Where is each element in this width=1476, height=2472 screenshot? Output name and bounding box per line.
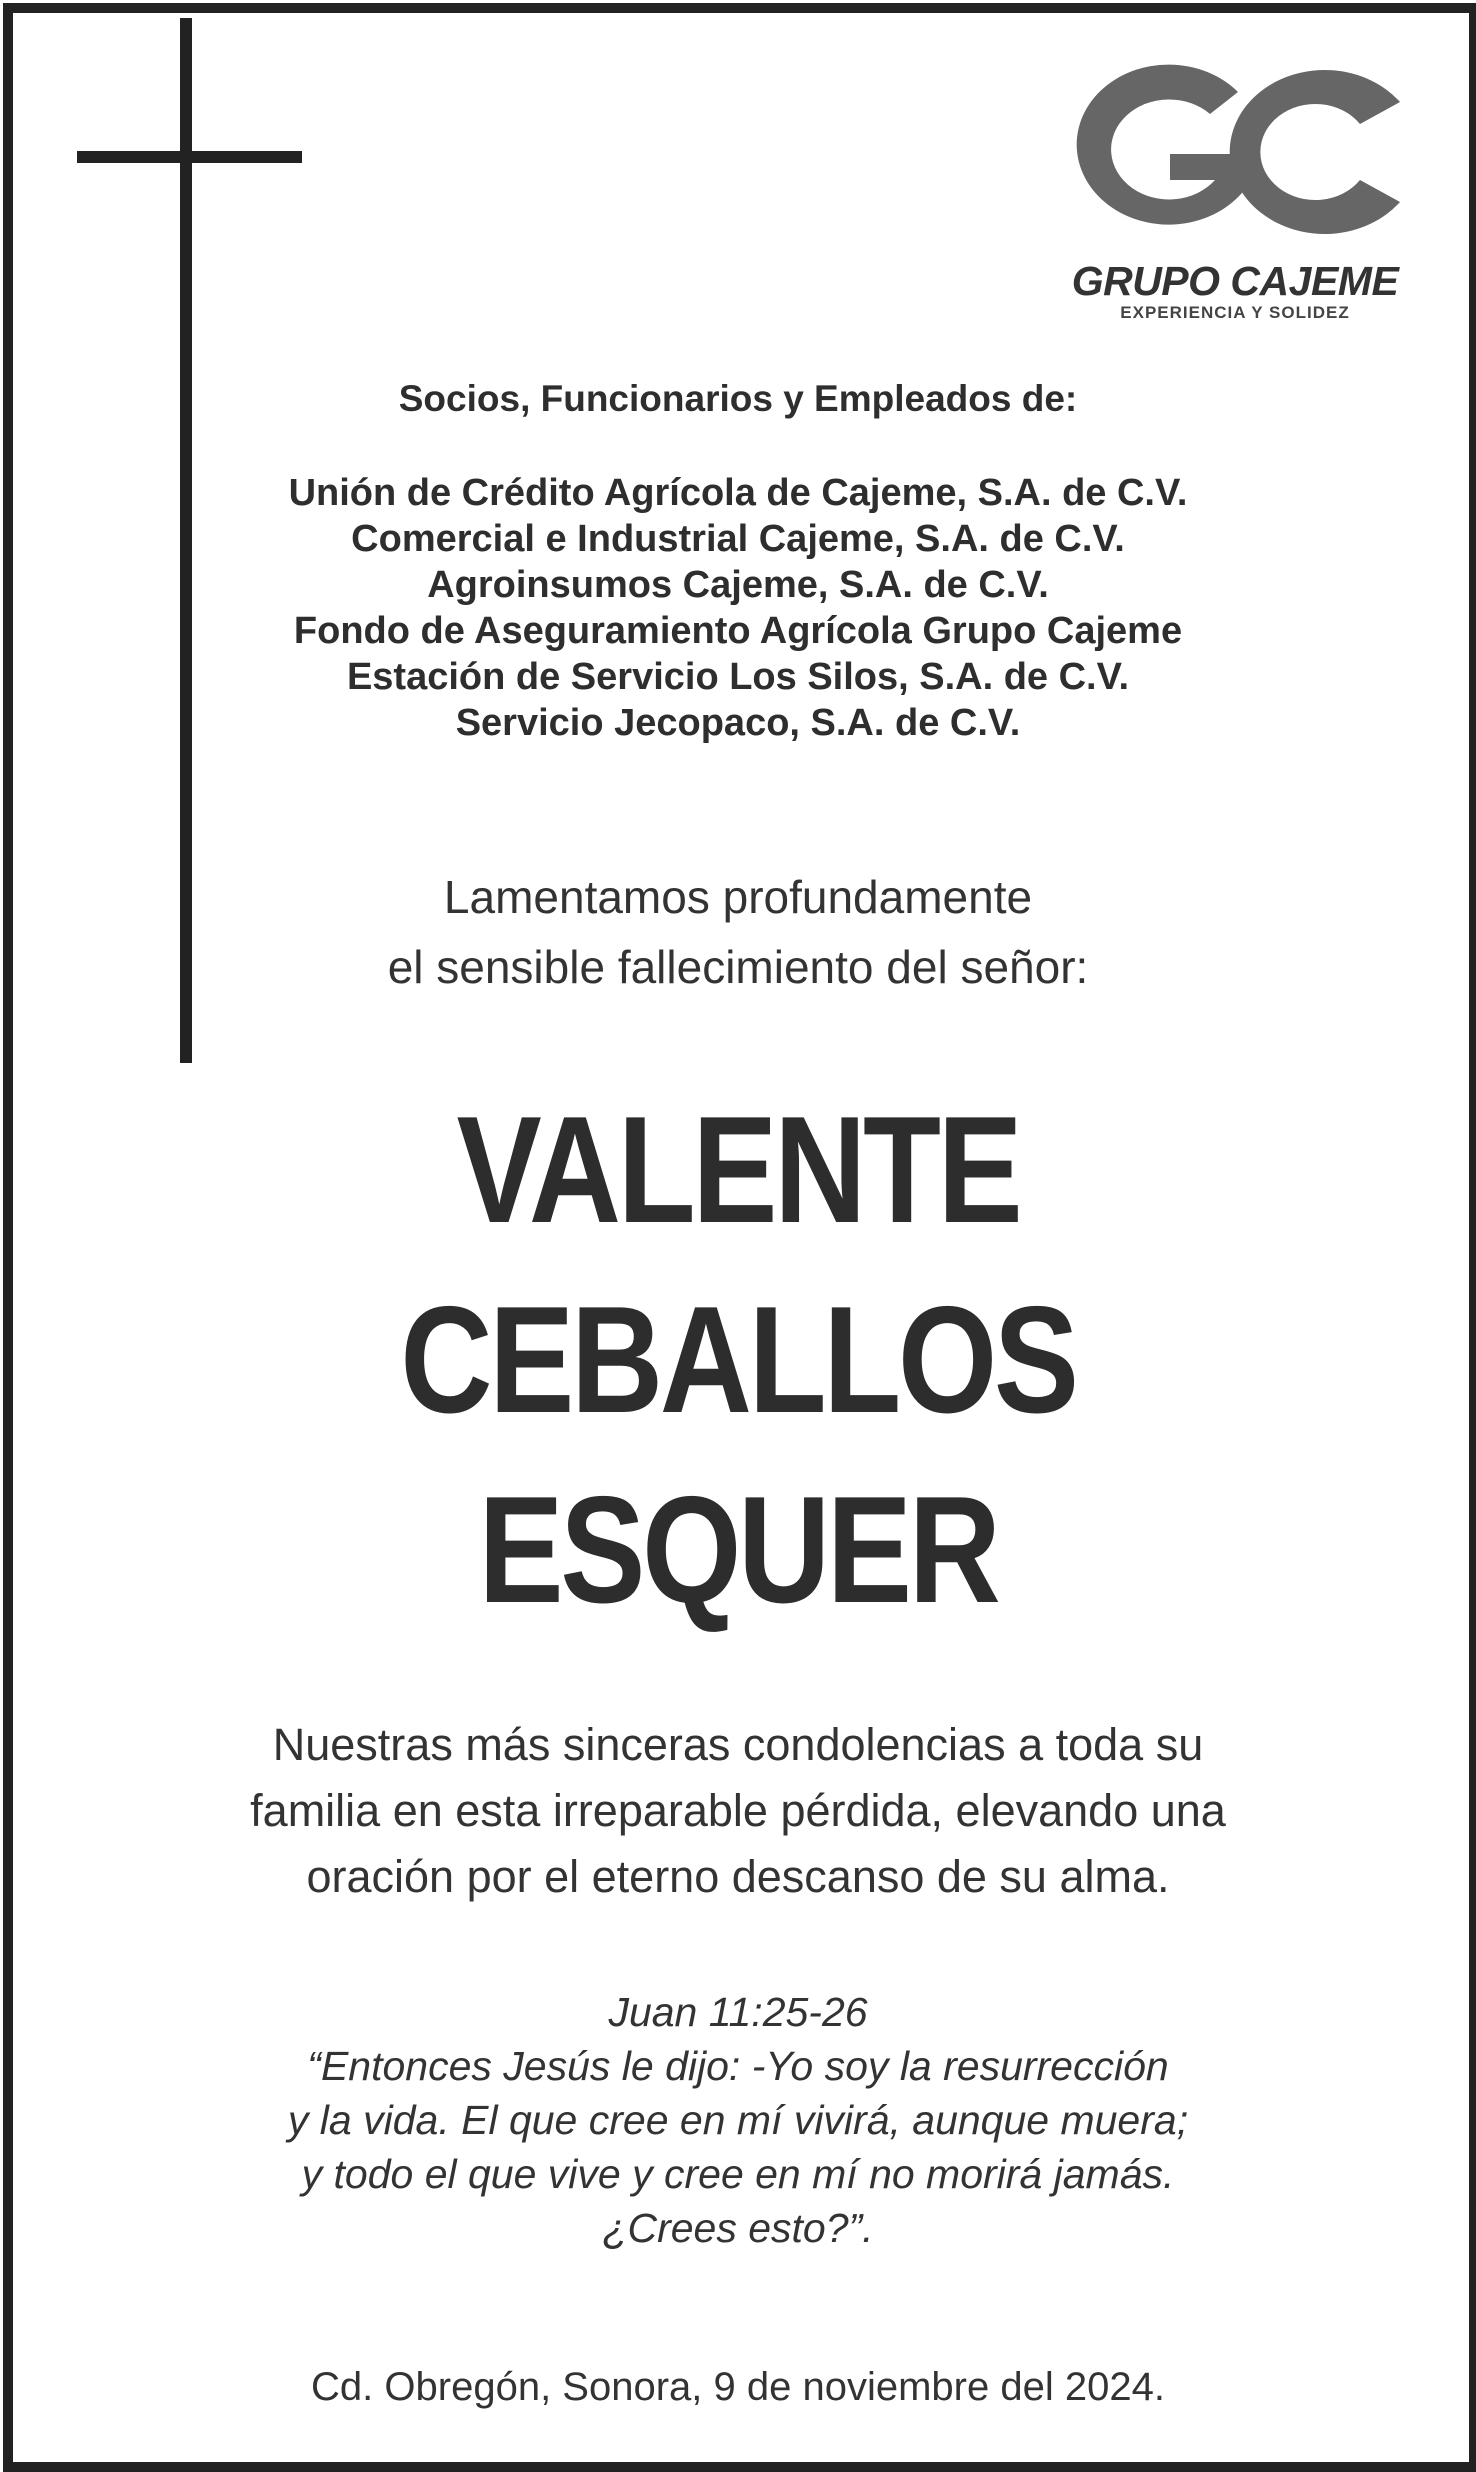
condolence-line: Nuestras más sinceras condolencias a toda su xyxy=(272,1719,1204,1770)
company-item: Fondo de Aseguramiento Agrícola Grupo Cajeme xyxy=(293,610,1183,652)
deceased-name-line: VALENTE xyxy=(456,1085,1020,1255)
gc-monogram-icon xyxy=(1060,62,1410,252)
company-item: Agroinsumos Cajeme, S.A. de C.V. xyxy=(427,564,1049,606)
verse-line: y la vida. El que cree en mí vivirá, aunque muera; xyxy=(287,2097,1189,2143)
deceased-name xyxy=(118,1075,1358,1645)
verse-line: ¿Crees esto?”. xyxy=(602,2205,874,2251)
verse-line: y todo el que vive y cree en mí no morirá jamás. xyxy=(301,2151,1175,2197)
deceased-name-line: CEBALLOS xyxy=(400,1275,1076,1445)
logo-name: GRUPO CAJEME xyxy=(1071,258,1399,304)
company-item: Servicio Jecopaco, S.A. de C.V. xyxy=(455,702,1021,744)
company-list xyxy=(0,470,1476,746)
lament-line: Lamentamos profundamente xyxy=(443,871,1033,923)
condolence-text xyxy=(0,1712,1476,1910)
condolence-line: oración por el eterno descanso de su alma. xyxy=(306,1851,1170,1902)
verse-reference: Juan 11:25-26 xyxy=(608,1989,868,2035)
condolence-line: familia en esta irreparable pérdida, elevando una xyxy=(250,1785,1226,1836)
place-date: Cd. Obregón, Sonora, 9 de noviembre del 2024. xyxy=(311,2365,1165,2409)
verse-line: “Entonces Jesús le dijo: -Yo soy la resurrección xyxy=(307,2043,1169,2089)
lament-line: el sensible fallecimiento del señor: xyxy=(387,941,1089,993)
logo-tagline: EXPERIENCIA Y SOLIDEZ xyxy=(1120,303,1350,322)
company-item: Comercial e Industrial Cajeme, S.A. de C.V. xyxy=(351,518,1125,560)
bible-verse xyxy=(0,1985,1476,2255)
lament-text xyxy=(0,862,1476,1002)
deceased-name-line: ESQUER xyxy=(478,1465,998,1635)
company-item: Estación de Servicio Los Silos, S.A. de C.V. xyxy=(346,656,1130,698)
intro-text: Socios, Funcionarios y Empleados de: xyxy=(398,378,1078,419)
company-item: Unión de Crédito Agrícola de Cajeme, S.A. de C.V. xyxy=(288,472,1188,514)
grupo-cajeme-logo xyxy=(1060,62,1410,330)
cross-horizontal-bar xyxy=(77,151,302,163)
